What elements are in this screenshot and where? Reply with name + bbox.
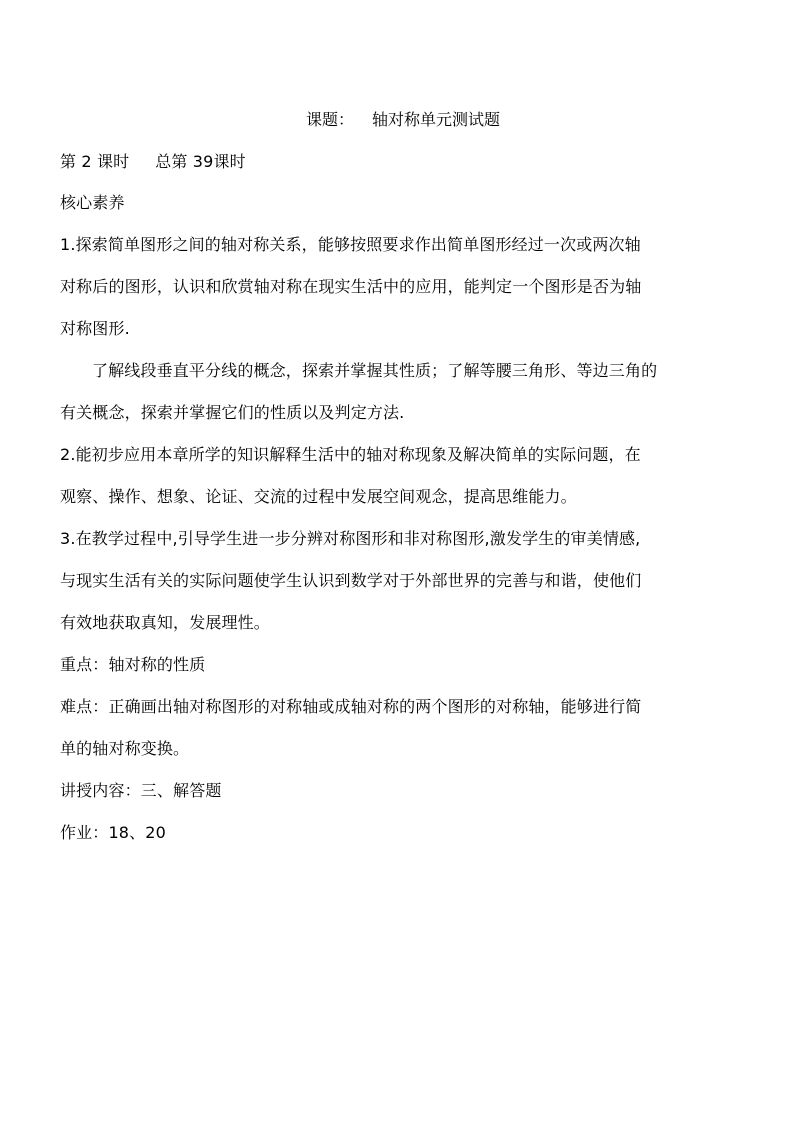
paragraph-line: 有效地获取真知，发展理性。 xyxy=(60,613,270,632)
title-label: 课题： xyxy=(306,110,355,129)
paragraph-line: 有关概念，探索并掌握它们的性质以及判定方法. xyxy=(60,403,405,422)
paragraph-line: 对称后的图形，认识和欣赏轴对称在现实生活中的应用，能判定一个图形是否为轴 xyxy=(60,277,642,296)
paragraph-line: 与现实生活有关的实际问题使学生认识到数学对于外部世界的完善与和谐，使他们 xyxy=(60,571,642,590)
key-point: 重点：轴对称的性质 xyxy=(60,655,206,674)
paragraph-line: 了解线段垂直平分线的概念，探索并掌握其性质；了解等腰三角形、等边三角的 xyxy=(92,361,658,380)
paragraph-line: 观察、操作、想象、论证、交流的过程中发展空间观念，提高思维能力。 xyxy=(60,487,577,506)
lesson-total: 总第 39课时 xyxy=(155,152,246,171)
section-heading: 核心素养 xyxy=(60,193,125,212)
title-text: 轴对称单元测试题 xyxy=(372,110,501,129)
lesson-period: 第 2 课时 xyxy=(60,152,130,171)
paragraph-line: 3.在教学过程中,引导学生进一步分辨对称图形和非对称图形,激发学生的审美情感, xyxy=(60,529,641,548)
teaching-content: 讲授内容：三、解答题 xyxy=(60,781,222,800)
paragraph-line: 对称图形. xyxy=(60,319,130,338)
lesson-info xyxy=(60,152,246,172)
difficulty-line: 单的轴对称变换。 xyxy=(60,739,190,758)
difficulty-line: 难点：正确画出轴对称图形的对称轴或成轴对称的两个图形的对称轴，能够进行简 xyxy=(60,697,642,716)
homework: 作业：18、20 xyxy=(60,823,166,842)
page-title xyxy=(306,110,500,130)
paragraph-line: 2.能初步应用本章所学的知识解释生活中的轴对称现象及解决简单的实际问题，在 xyxy=(60,445,641,464)
paragraph-line: 1.探索简单图形之间的轴对称关系，能够按照要求作出简单图形经过一次或两次轴 xyxy=(60,235,641,254)
